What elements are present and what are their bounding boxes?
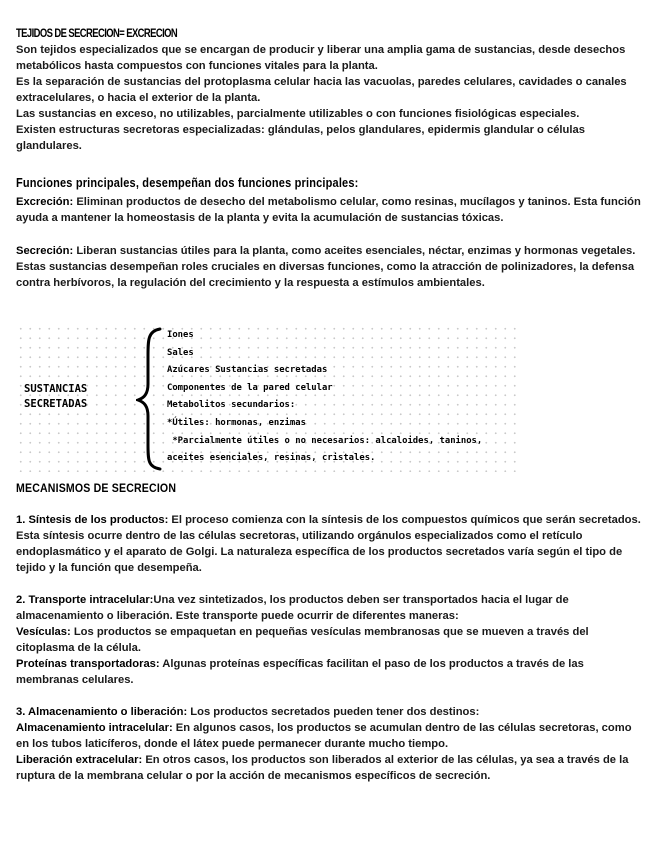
step-1-label: 1. Síntesis de los productos: bbox=[16, 514, 169, 526]
excrecion-paragraph bbox=[16, 194, 641, 226]
secrecion-paragraph bbox=[16, 243, 641, 291]
diagram-label bbox=[24, 382, 87, 412]
secreted-substances-diagram bbox=[16, 324, 521, 472]
intracellular-text: En algunos casos, los productos se acumulan dentro de las células secretoras, como en los tubos laticíferos, donde el látex puede permanecer durante mucho tiempo. bbox=[16, 722, 632, 750]
step-3-text: Los productos secretados pueden tener dos destinos: bbox=[187, 706, 480, 718]
diagram-item: *Útiles: hormonas, enzimas bbox=[167, 417, 306, 428]
mechanisms-section bbox=[16, 481, 641, 784]
intro-paragraph-3: Las sustancias en exceso, no utilizables, parcialmente utilizables o con funciones fisiológicas especiales. bbox=[16, 108, 580, 120]
proteinas-label: Proteínas transportadoras: bbox=[16, 658, 160, 670]
excrecion-label: Excreción: bbox=[16, 196, 74, 208]
diagram-item: Sales bbox=[167, 347, 194, 358]
step-2-paragraph bbox=[16, 592, 641, 624]
diagram-item: aceites esenciales, resinas, cristales. bbox=[167, 453, 376, 464]
intracellular-label: Almacenamiento intracelular: bbox=[16, 722, 173, 734]
intracellular-paragraph bbox=[16, 720, 641, 752]
intro-paragraph-2: Es la separación de sustancias del protoplasma celular hacia las vacuolas, paredes celulares, cavidades o canales extracelulares, o hacia el exterior de la planta. bbox=[16, 76, 627, 104]
step-1-text: El proceso comienza con la síntesis de los compuestos químicos que serán secretados. Esta síntesis ocurre dentro de las células secretoras, utilizando orgánulos especializados como el retículo endoplasmático y el aparato de Golgi. La naturaleza específica de los productos secretados varía según el tipo de tejido y la función que desempeña. bbox=[16, 514, 641, 574]
vesiculas-label: Vesículas: bbox=[16, 626, 71, 638]
document-body bbox=[16, 28, 641, 291]
curly-brace-icon bbox=[136, 326, 166, 472]
extracellular-paragraph bbox=[16, 752, 641, 784]
diagram-items bbox=[167, 327, 482, 468]
document-title: TEJIDOS DE SECRECION= EXCRECION bbox=[16, 28, 178, 40]
excrecion-text: Eliminan productos de desecho del metabolismo celular, como resinas, mucílagos y taninos. Esta función ayuda a mantener la homeostasis de la planta y evita la acumulación de sustancias tóxicas. bbox=[16, 196, 641, 224]
diagram-item: *Parcialmente útiles o no necesarios: alcaloides, taninos, bbox=[167, 435, 483, 446]
diagram-item: Componentes de la pared celular bbox=[167, 382, 333, 393]
extracellular-text: En otros casos, los productos son liberados al exterior de las células, ya sea a través de la ruptura de la membrana celular o por la acción de mecanismos específicos de secreción. bbox=[16, 754, 629, 782]
step-3-paragraph bbox=[16, 704, 641, 720]
step-1-paragraph bbox=[16, 512, 641, 576]
diagram-item: Azúcares Sustancias secretadas bbox=[167, 365, 328, 376]
diagram-item: Iones bbox=[167, 330, 194, 340]
vesiculas-paragraph bbox=[16, 624, 641, 656]
functions-heading: Funciones principales, desempeñan dos funciones principales: bbox=[16, 176, 359, 190]
vesiculas-text: Los productos se empaquetan en pequeñas vesículas membranosas que se mueven a través del citoplasma de la célula. bbox=[16, 626, 589, 654]
proteinas-text: Algunas proteínas específicas facilitan el paso de los productos a través de las membranas celulares. bbox=[16, 658, 584, 686]
secrecion-text: Liberan sustancias útiles para la planta, como aceites esenciales, néctar, enzimas y hormonas vegetales. Estas sustancias desempeñan roles cruciales en diversas funciones, como la atracción de polinizadores, la defensa contra herbívoros, la regulación del crecimiento y la respuesta a estímulos ambientales. bbox=[16, 245, 636, 289]
step-2-text: Una vez sintetizados, los productos deben ser transportados hacia el lugar de almacenamiento o liberación. Este transporte puede ocurrir de diferentes maneras: bbox=[16, 594, 569, 622]
proteinas-paragraph bbox=[16, 656, 641, 688]
diagram-item: Metabolitos secundarios: bbox=[167, 400, 296, 411]
extracellular-label: Liberación extracelular: bbox=[16, 754, 143, 766]
intro-paragraph-4: Existen estructuras secretoras especializadas: glándulas, pelos glandulares, epidermis glandular o células glandulares. bbox=[16, 124, 585, 152]
diagram-label-line-1: SUSTANCIAS bbox=[24, 383, 88, 395]
step-2-label: 2. Transporte intracelular: bbox=[16, 594, 154, 606]
mechanisms-heading: MECANISMOS DE SECRECION bbox=[16, 481, 177, 495]
secrecion-label: Secreción: bbox=[16, 245, 74, 257]
diagram-label-line-2: SECRETADAS bbox=[24, 398, 88, 410]
step-3-label: 3. Almacenamiento o liberación: bbox=[16, 706, 188, 718]
intro-paragraph-1: Son tejidos especializados que se encargan de producir y liberar una amplia gama de sustancias, desde desechos metabólicos hasta compuestos con funciones vitales para la planta. bbox=[16, 44, 626, 72]
